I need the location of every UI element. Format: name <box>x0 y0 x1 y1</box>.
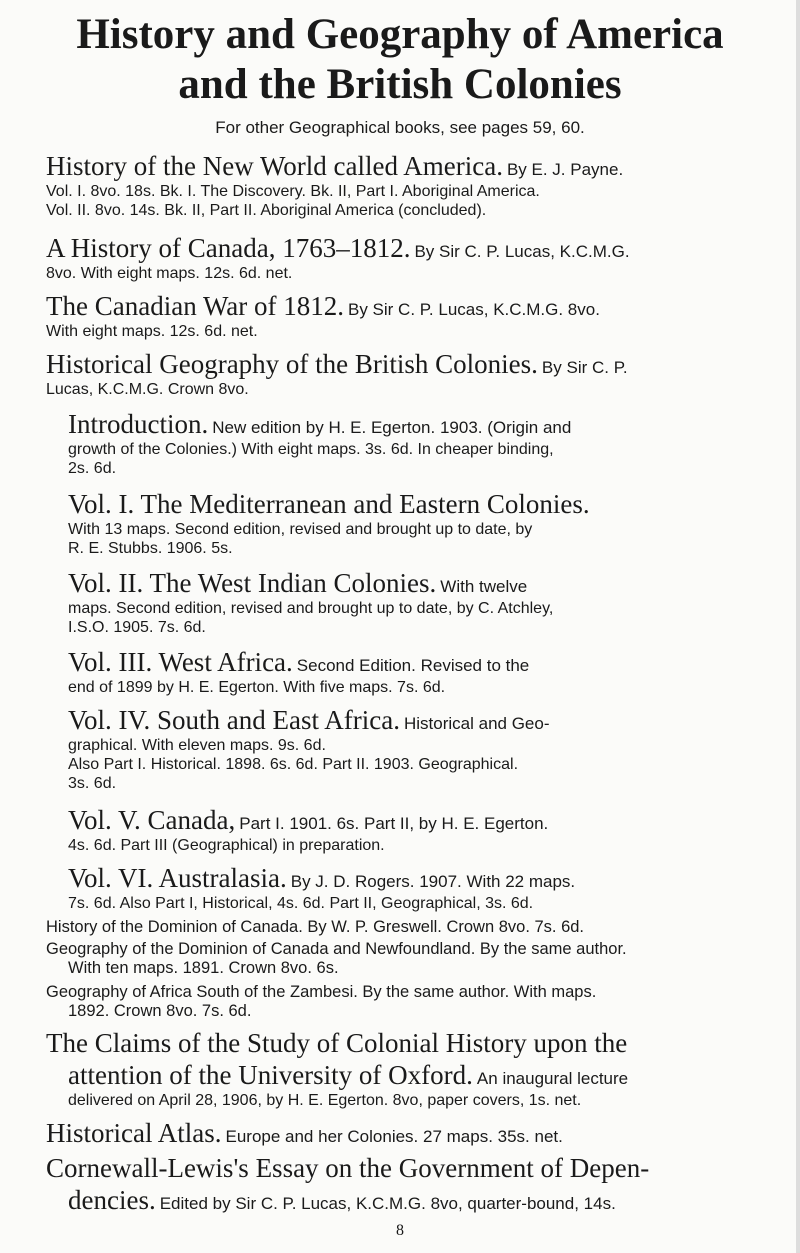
entry-author: With twelve <box>440 577 528 596</box>
page-number: 8 <box>396 1222 404 1239</box>
entry-heading: Vol. II. The West Indian Colonies. <box>68 568 437 598</box>
entry-africa-geography: Geography of Africa South of the Zambesi. By the same author. With maps. <box>46 983 597 1001</box>
entry-detail: delivered on April 28, 1906, by H. E. Egerton. 8vo, paper covers, 1s. net. <box>68 1092 582 1109</box>
entry-heading: Cornewall-Lewis's Essay on the Government of Depen- <box>46 1153 650 1183</box>
entry-heading: Vol. VI. Australasia. <box>68 863 287 893</box>
entry-new-world <box>46 150 766 220</box>
page-title-line-2: and the British Colonies <box>178 61 622 108</box>
entry-detail: I.S.O. 1905. 7s. 6d. <box>68 619 206 636</box>
entry-author: Historical and Geo- <box>403 714 550 733</box>
entry-detail: 7s. 6d. Also Part I, Historical, 4s. 6d. Part II, Geographical, 3s. 6d. <box>68 895 534 912</box>
entry-author: By Sir C. P. Lucas, K.C.M.G. <box>414 242 630 261</box>
entry-author: Second Edition. Revised to the <box>296 656 530 675</box>
entry-africa-geography-detail: 1892. Crown 8vo. 7s. 6d. <box>68 1002 252 1020</box>
entry-dominion-history: History of the Dominion of Canada. By W. P. Greswell. Crown 8vo. 7s. 6d. <box>46 918 585 936</box>
entry-detail: Edited by Sir C. P. Lucas, K.C.M.G. 8vo, quarter-bound, 14s. <box>159 1194 616 1213</box>
entry-heading: History of the New World called America. <box>46 151 503 181</box>
entry-vol-3 <box>46 646 788 697</box>
entry-detail: Vol. II. 8vo. 14s. Bk. II, Part II. Aboriginal America (concluded). <box>46 202 487 219</box>
entry-heading: Vol. V. Canada, <box>68 805 236 835</box>
entry-author: By Sir C. P. Lucas, K.C.M.G. 8vo. <box>348 300 600 319</box>
entry-detail: 2s. 6d. <box>68 460 117 477</box>
page-edge <box>796 0 800 1253</box>
entry-detail: end of 1899 by H. E. Egerton. With five maps. 7s. 6d. <box>68 679 446 696</box>
entry-detail: 4s. 6d. Part III (Geographical) in preparation. <box>68 837 385 854</box>
entry-detail: 8vo. With eight maps. 12s. 6d. net. <box>46 265 293 282</box>
entry-heading: A History of Canada, 1763–1812. <box>46 233 411 263</box>
entry-cornewall-lewis <box>46 1152 766 1216</box>
cross-reference-note: For other Geographical books, see pages 59, 60. <box>215 118 585 137</box>
entry-heading: Introduction. <box>68 409 209 439</box>
entry-heading: Historical Geography of the British Colonies. <box>46 349 538 379</box>
entry-detail: maps. Second edition, revised and brought up to date, by C. Atchley, <box>68 600 554 617</box>
entry-detail: Vol. I. 8vo. 18s. Bk. I. The Discovery. Bk. II, Part I. Aboriginal America. <box>46 183 540 200</box>
entry-vol-1 <box>46 488 788 558</box>
entry-history-of-canada <box>46 232 766 283</box>
entry-heading-continued: dencies. <box>68 1185 156 1215</box>
entry-heading-continued: attention of the University of Oxford. <box>68 1060 473 1090</box>
entry-detail: Europe and her Colonies. 27 maps. 35s. net. <box>225 1127 563 1146</box>
entry-author: By J. D. Rogers. 1907. With 22 maps. <box>290 872 576 891</box>
entry-heading: The Claims of the Study of Colonial History upon the <box>46 1028 628 1058</box>
entry-canadian-war-1812 <box>46 290 766 341</box>
entry-vol-2 <box>46 567 788 637</box>
entry-claims-colonial-history <box>46 1027 766 1110</box>
entry-vol-4 <box>46 704 788 793</box>
entry-detail: Lucas, K.C.M.G. Crown 8vo. <box>46 381 249 398</box>
entry-vol-5 <box>46 804 788 855</box>
entry-author: By Sir C. P. <box>541 358 628 377</box>
entry-heading: Vol. III. West Africa. <box>68 647 293 677</box>
entry-author: Part I. 1901. 6s. Part II, by H. E. Egerton. <box>239 814 549 833</box>
entry-historical-atlas <box>46 1117 766 1149</box>
entry-detail: Also Part I. Historical. 1898. 6s. 6d. Part II. 1903. Geographical. <box>68 756 519 773</box>
entry-detail: 3s. 6d. <box>68 775 117 792</box>
entry-heading: Vol. IV. South and East Africa. <box>68 705 400 735</box>
entry-detail: With eight maps. 12s. 6d. net. <box>46 323 258 340</box>
entry-heading: Historical Atlas. <box>46 1118 222 1148</box>
entry-detail: With 13 maps. Second edition, revised and brought up to date, by <box>68 521 533 538</box>
entry-detail: An inaugural lecture <box>476 1069 629 1088</box>
entry-introduction <box>46 408 788 478</box>
entry-author: New edition by H. E. Egerton. 1903. (Origin and <box>212 418 572 437</box>
page-title-line-1: History and Geography of America <box>76 11 724 58</box>
entry-dominion-geography-detail: With ten maps. 1891. Crown 8vo. 6s. <box>68 959 339 977</box>
entry-author: By E. J. Payne. <box>506 160 624 179</box>
entry-detail: growth of the Colonies.) With eight maps. 3s. 6d. In cheaper binding, <box>68 441 554 458</box>
entry-heading: Vol. I. The Mediterranean and Eastern Colonies. <box>68 489 590 519</box>
entry-historical-geography <box>46 348 766 399</box>
entry-vol-6 <box>46 862 788 913</box>
entry-heading: The Canadian War of 1812. <box>46 291 344 321</box>
entry-detail: graphical. With eleven maps. 9s. 6d. <box>68 737 326 754</box>
entry-dominion-geography: Geography of the Dominion of Canada and Newfoundland. By the same author. <box>46 940 627 958</box>
entry-detail: R. E. Stubbs. 1906. 5s. <box>68 540 233 557</box>
